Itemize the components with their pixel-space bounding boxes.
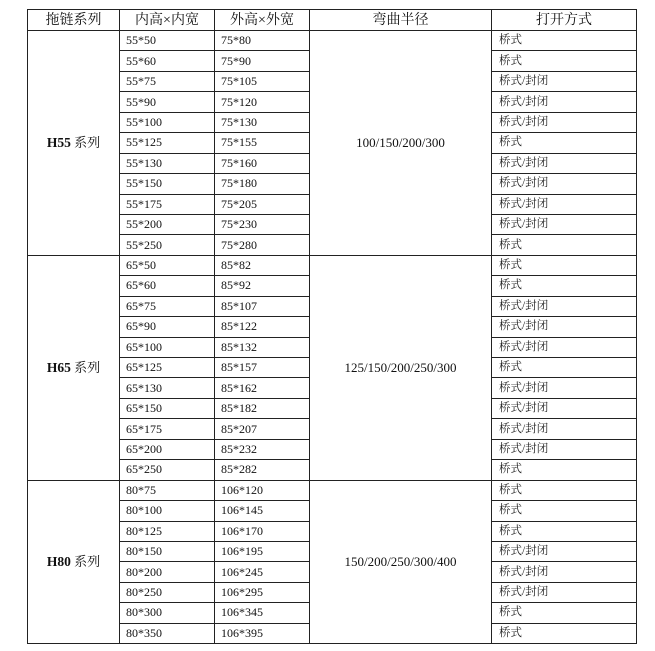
opening-type-cell: 桥式	[492, 133, 637, 153]
opening-type-cell: 桥式/封闭	[492, 419, 637, 439]
header-inner-size: 内高×内宽	[120, 10, 215, 31]
opening-type-cell: 桥式	[492, 623, 637, 643]
table-row	[28, 31, 637, 51]
inner-size-cell: 80*200	[120, 562, 215, 582]
inner-size-cell: 65*75	[120, 296, 215, 316]
outer-size-cell: 75*90	[215, 51, 310, 71]
bend-radius-cell: 125/150/200/250/300	[310, 255, 492, 480]
drag-chain-spec-table	[27, 9, 637, 644]
outer-size-cell: 106*120	[215, 480, 310, 500]
inner-size-cell: 65*125	[120, 358, 215, 378]
opening-type-cell: 桥式/封闭	[492, 92, 637, 112]
opening-type-cell: 桥式/封闭	[492, 398, 637, 418]
outer-size-cell: 106*245	[215, 562, 310, 582]
inner-size-cell: 65*100	[120, 337, 215, 357]
outer-size-cell: 106*195	[215, 541, 310, 561]
inner-size-cell: 80*150	[120, 541, 215, 561]
series-cell	[28, 255, 120, 480]
series-code: H65	[46, 360, 71, 376]
outer-size-cell: 75*130	[215, 112, 310, 132]
header-bend-radius: 弯曲半径	[310, 10, 492, 31]
opening-type-cell: 桥式/封闭	[492, 174, 637, 194]
opening-type-cell: 桥式/封闭	[492, 112, 637, 132]
inner-size-cell: 55*175	[120, 194, 215, 214]
inner-size-cell: 65*90	[120, 317, 215, 337]
opening-type-cell: 桥式/封闭	[492, 317, 637, 337]
outer-size-cell: 85*157	[215, 358, 310, 378]
inner-size-cell: 55*200	[120, 214, 215, 234]
opening-type-cell: 桥式	[492, 603, 637, 623]
series-suffix: 系列	[74, 554, 101, 570]
opening-type-cell: 桥式	[492, 51, 637, 71]
inner-size-cell: 55*50	[120, 31, 215, 51]
opening-type-cell: 桥式/封闭	[492, 541, 637, 561]
header-series: 拖链系列	[28, 10, 120, 31]
outer-size-cell: 75*230	[215, 214, 310, 234]
series-code: H55	[46, 135, 71, 151]
opening-type-cell: 桥式/封闭	[492, 153, 637, 173]
opening-type-cell: 桥式/封闭	[492, 296, 637, 316]
inner-size-cell: 65*175	[120, 419, 215, 439]
inner-size-cell: 65*130	[120, 378, 215, 398]
outer-size-cell: 106*295	[215, 582, 310, 602]
bend-radius-cell: 150/200/250/300/400	[310, 480, 492, 644]
outer-size-cell: 106*170	[215, 521, 310, 541]
outer-size-cell: 85*162	[215, 378, 310, 398]
outer-size-cell: 85*122	[215, 317, 310, 337]
table-body	[28, 31, 637, 644]
header-opening-type: 打开方式	[492, 10, 637, 31]
outer-size-cell: 75*155	[215, 133, 310, 153]
opening-type-cell: 桥式	[492, 255, 637, 275]
inner-size-cell: 55*250	[120, 235, 215, 255]
outer-size-cell: 75*180	[215, 174, 310, 194]
opening-type-cell: 桥式	[492, 521, 637, 541]
outer-size-cell: 75*205	[215, 194, 310, 214]
opening-type-cell: 桥式/封闭	[492, 194, 637, 214]
outer-size-cell: 85*82	[215, 255, 310, 275]
inner-size-cell: 65*150	[120, 398, 215, 418]
inner-size-cell: 65*60	[120, 276, 215, 296]
series-suffix: 系列	[74, 360, 101, 376]
inner-size-cell: 80*300	[120, 603, 215, 623]
outer-size-cell: 106*395	[215, 623, 310, 643]
opening-type-cell: 桥式/封闭	[492, 214, 637, 234]
opening-type-cell: 桥式	[492, 235, 637, 255]
outer-size-cell: 106*345	[215, 603, 310, 623]
inner-size-cell: 55*130	[120, 153, 215, 173]
outer-size-cell: 75*160	[215, 153, 310, 173]
inner-size-cell: 80*125	[120, 521, 215, 541]
outer-size-cell: 85*132	[215, 337, 310, 357]
opening-type-cell: 桥式	[492, 460, 637, 480]
opening-type-cell: 桥式	[492, 31, 637, 51]
table-header-row	[28, 10, 637, 31]
series-cell	[28, 31, 120, 256]
series-cell	[28, 480, 120, 644]
inner-size-cell: 55*90	[120, 92, 215, 112]
outer-size-cell: 85*207	[215, 419, 310, 439]
outer-size-cell: 85*232	[215, 439, 310, 459]
table-row	[28, 480, 637, 500]
table-row	[28, 255, 637, 275]
outer-size-cell: 75*120	[215, 92, 310, 112]
opening-type-cell: 桥式/封闭	[492, 439, 637, 459]
inner-size-cell: 55*125	[120, 133, 215, 153]
outer-size-cell: 85*107	[215, 296, 310, 316]
inner-size-cell: 80*75	[120, 480, 215, 500]
opening-type-cell: 桥式	[492, 480, 637, 500]
opening-type-cell: 桥式/封闭	[492, 71, 637, 91]
inner-size-cell: 80*100	[120, 501, 215, 521]
opening-type-cell: 桥式	[492, 276, 637, 296]
outer-size-cell: 85*92	[215, 276, 310, 296]
inner-size-cell: 80*250	[120, 582, 215, 602]
inner-size-cell: 55*100	[120, 112, 215, 132]
series-suffix: 系列	[74, 135, 101, 151]
inner-size-cell: 55*75	[120, 71, 215, 91]
opening-type-cell: 桥式/封闭	[492, 337, 637, 357]
outer-size-cell: 75*280	[215, 235, 310, 255]
spec-table-container	[27, 9, 637, 644]
inner-size-cell: 65*50	[120, 255, 215, 275]
opening-type-cell: 桥式/封闭	[492, 582, 637, 602]
inner-size-cell: 80*350	[120, 623, 215, 643]
series-code: H80	[46, 554, 71, 570]
outer-size-cell: 106*145	[215, 501, 310, 521]
opening-type-cell: 桥式/封闭	[492, 562, 637, 582]
outer-size-cell: 75*80	[215, 31, 310, 51]
outer-size-cell: 75*105	[215, 71, 310, 91]
inner-size-cell: 65*200	[120, 439, 215, 459]
bend-radius-cell: 100/150/200/300	[310, 31, 492, 256]
inner-size-cell: 65*250	[120, 460, 215, 480]
opening-type-cell: 桥式	[492, 358, 637, 378]
opening-type-cell: 桥式	[492, 501, 637, 521]
inner-size-cell: 55*60	[120, 51, 215, 71]
outer-size-cell: 85*282	[215, 460, 310, 480]
opening-type-cell: 桥式/封闭	[492, 378, 637, 398]
inner-size-cell: 55*150	[120, 174, 215, 194]
outer-size-cell: 85*182	[215, 398, 310, 418]
header-outer-size: 外高×外宽	[215, 10, 310, 31]
